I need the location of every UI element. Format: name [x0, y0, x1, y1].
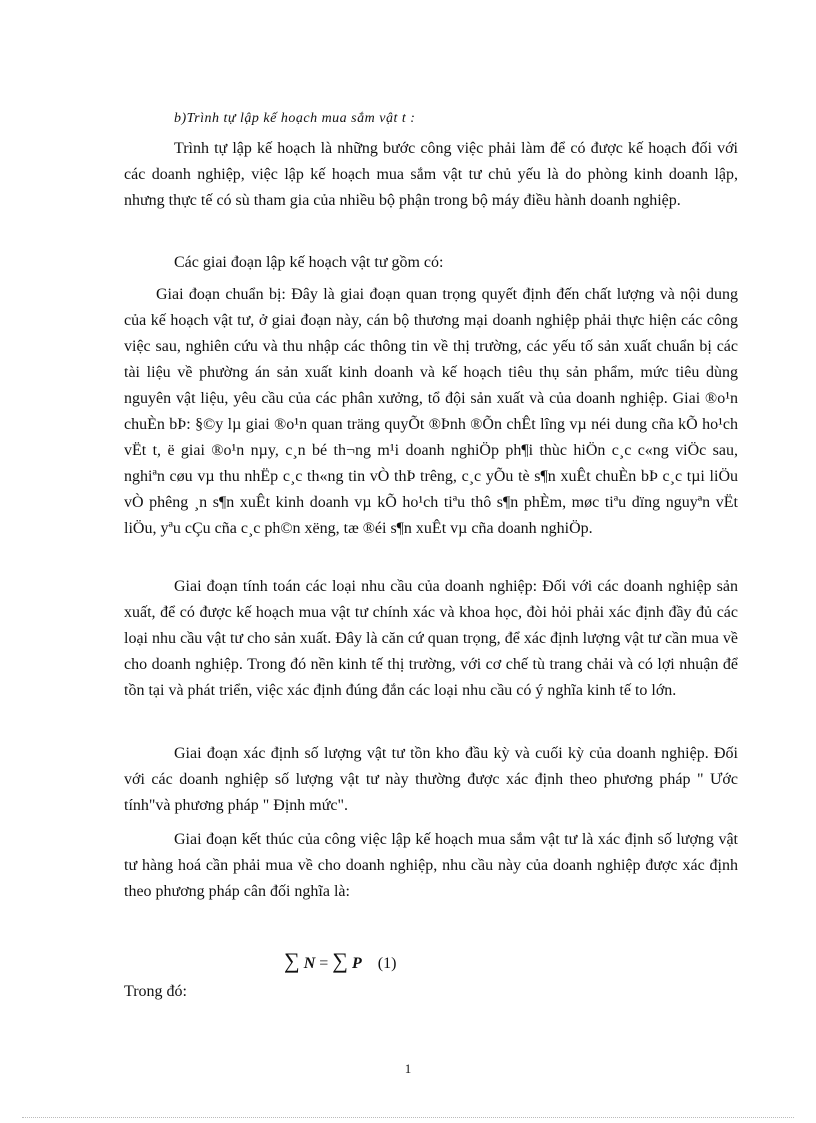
formula-lhs: N: [303, 955, 316, 972]
formula-equals: =: [319, 955, 329, 972]
formula-rhs: P: [351, 955, 362, 972]
trong-do-label: Trong đó:: [124, 983, 187, 1000]
page-number: 1: [404, 1061, 412, 1076]
paragraph-demand-calculation: Giai đoạn tính toán các loại nhu cầu của doanh nghiệp: Đối với các doanh nghiệp sản xuất, để có được kế hoạch mua vật tư chính xác và khoa học, đòi hỏi phải xác định đầy đủ các loại nhu cầu vật tư cho sản xuất. Đây là căn cứ quan trọng, để xác định lượng vật tư cần mua về cho doanh nghiệp. Trong đó nền kinh tế thị trường, với cơ chế tù trang chải và có lợi nhuận để tồn tại và phát triển, việc xác định đúng đắn các loại nhu cầu có ý nghĩa kinh tế to lớn.: [124, 578, 738, 699]
section-heading: b)Trình tự lập kế hoạch mua sắm vật t :: [174, 111, 416, 126]
sigma-symbol: ∑: [284, 948, 300, 973]
paragraph-preparation-stage: Giai đoạn chuẩn bị: Đây là giai đoạn quan trọng quyết định đến chất lượng và nội dung của kế hoạch vật tư, ở giai đoạn này, cán bộ thương mại doanh nghiệp phải thực hiện các công việc sau, nghiên cứu và thu nhập các thông tin về thị trường, các yếu tố sản xuất chuẩn bị các tài liệu về phường án sản xuất kinh doanh và kế hoạch tiêu thụ sản phẩm, mức tiêu dùng nguyên vật liệu, yêu cầu của các phân xưởng, tổ đội sản xuất và của doanh nghiệp. Giai ®o¹n chuÈn bÞ: §©y lµ giai ®o¹n quan träng quyÕt ®Þnh ®Õn chÊt lîng vµ néi dung cña kÕ ho¹ch vËt t, ë giai ®o¹n nµy, c¸n bé th¬ng m¹i doanh nghiÖp ph¶i thùc hiÖn c¸c c«ng viÖc sau, nghiªn cøu vµ thu nhËp c¸c th«ng tin vÒ thÞ trêng, c¸c yÕu tè s¶n xuÊt chuÈn bÞ c¸c tµi liÖu vÒ phêng ¸n s¶n xuÊt kinh doanh vµ kÕ ho¹ch tiªu thô s¶n phÈm, møc tiªu dïng nguyªn vËt liÖu, yªu cÇu cña c¸c ph©n xëng, tæ ®éi s¶n xuÊt vµ cña doanh nghiÖp.: [124, 286, 738, 537]
page-footer-divider: [22, 1117, 794, 1118]
paragraph-inventory-stage: Giai đoạn xác định số lượng vật tư tồn kho đầu kỳ và cuối kỳ của doanh nghiệp. Đối với các doanh nghiệp số lượng vật tư này thường được xác định theo phương pháp " Ước tính"và phương pháp " Định mức".: [124, 745, 738, 814]
balance-formula: [284, 948, 396, 974]
paragraph-final-stage: Giai đoạn kết thúc của công việc lập kế hoạch mua sắm vật tư là xác định số lượng vật tư hàng hoá cần phải mua về cho doanh nghiệp, nhu cầu này của doanh nghiệp được xác định theo phương pháp cân đối nghĩa là:: [124, 831, 738, 900]
formula-number: (1): [377, 955, 397, 972]
paragraph-stages-intro: Các giai đoạn lập kế hoạch vật tư gồm có:: [174, 254, 444, 271]
sigma-symbol: ∑: [332, 948, 348, 973]
paragraph-intro: Trình tự lập kế hoạch là những bước công việc phải làm để có được kế hoạch đối với các doanh nghiệp, việc lập kế hoạch mua sắm vật tư chủ yếu là do phòng kinh doanh lập, nhưng thực tế có sù tham gia của nhiều bộ phận trong bộ máy điều hành doanh nghiệp.: [124, 140, 738, 209]
